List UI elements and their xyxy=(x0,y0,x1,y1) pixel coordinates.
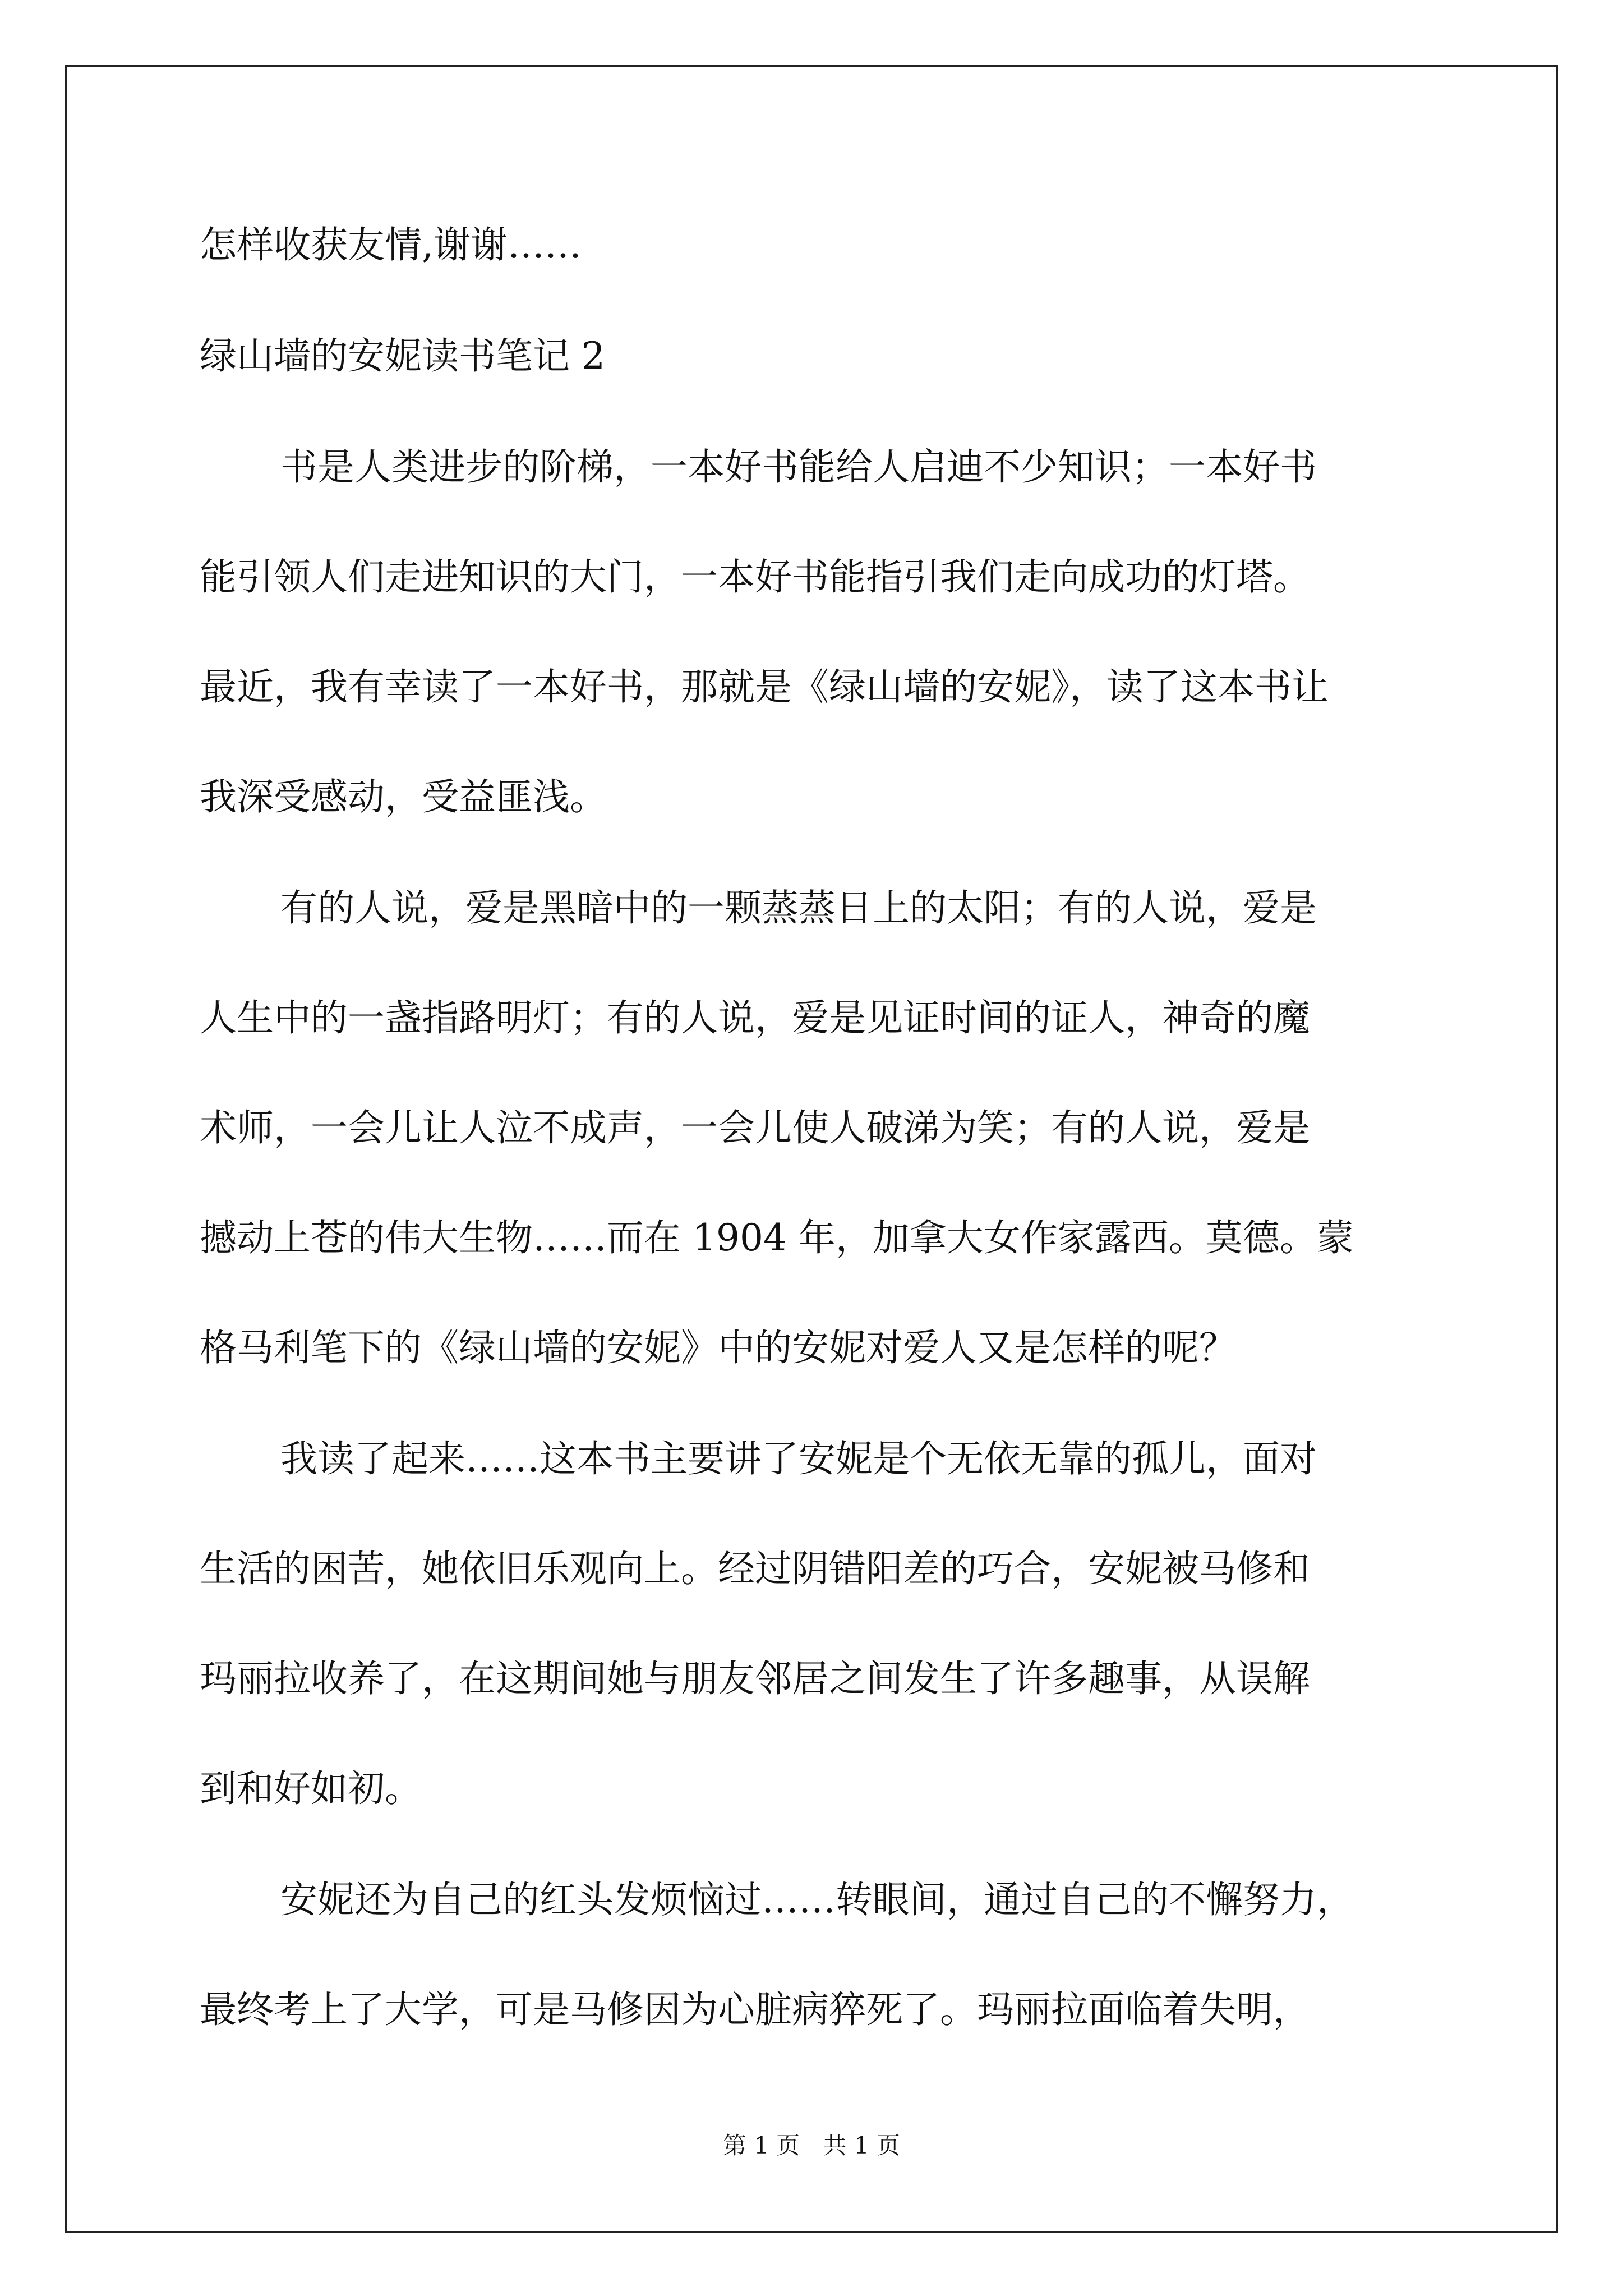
text-line: 怎样收获友情,谢谢…… xyxy=(200,223,582,266)
paragraph-line: 我深受感动，受益匪浅。 xyxy=(200,775,607,818)
paragraph-line: 术师，一会儿让人泣不成声，一会儿使人破涕为笑；有的人说，爱是 xyxy=(200,1106,1310,1149)
paragraph-line: 生活的困苦，她依旧乐观向上。经过阴错阳差的巧合，安妮被马修和 xyxy=(200,1547,1310,1590)
paragraph-line: 我读了起来……这本书主要讲了安妮是个无依无靠的孤儿，面对 xyxy=(280,1437,1317,1480)
paragraph-line: 能引领人们走进知识的大门，一本好书能指引我们走向成功的灯塔。 xyxy=(200,555,1310,599)
paragraph-3 xyxy=(200,1432,1433,1816)
paragraph-line: 玛丽拉收养了，在这期间她与朋友邻居之间发生了许多趣事，从误解 xyxy=(200,1657,1310,1700)
paragraph-line: 书是人类进步的阶梯，一本好书能给人启迪不少知识；一本好书 xyxy=(280,445,1317,489)
page-footer xyxy=(0,2132,1623,2160)
paragraph-line: 最终考上了大学，可是马修因为心脏病猝死了。玛丽拉面临着失明， xyxy=(200,1988,1310,2031)
section-heading: 绿山墙的安妮读书笔记 2 xyxy=(200,334,605,378)
paragraph-2 xyxy=(200,881,1433,1375)
paragraph-line: 最近，我有幸读了一本好书，那就是《绿山墙的安妮》，读了这本书让 xyxy=(200,665,1329,708)
paragraph-line: 到和好如初。 xyxy=(200,1767,422,1810)
page-total: 共 1 页 xyxy=(823,2132,901,2159)
page-number: 第 1 页 xyxy=(722,2132,800,2159)
document-body xyxy=(200,218,1433,2093)
paragraph-4 xyxy=(200,1872,1433,2037)
paragraph-line: 撼动上苍的伟大生物……而在 1904 年，加拿大女作家露西。莫德。蒙 xyxy=(200,1216,1354,1259)
paragraph-line: 格马利笔下的《绿山墙的安妮》中的安妮对爱人又是怎样的呢？ xyxy=(200,1326,1236,1369)
paragraph-1 xyxy=(200,440,1433,825)
paragraph-line: 人生中的一盏指路明灯；有的人说，爱是见证时间的证人，神奇的魔 xyxy=(200,996,1310,1039)
paragraph-line: 有的人说，爱是黑暗中的一颗蒸蒸日上的太阳；有的人说，爱是 xyxy=(280,886,1317,930)
paragraph-line: 安妮还为自己的红头发烦恼过……转眼间，通过自己的不懈努力， xyxy=(280,1878,1354,1921)
